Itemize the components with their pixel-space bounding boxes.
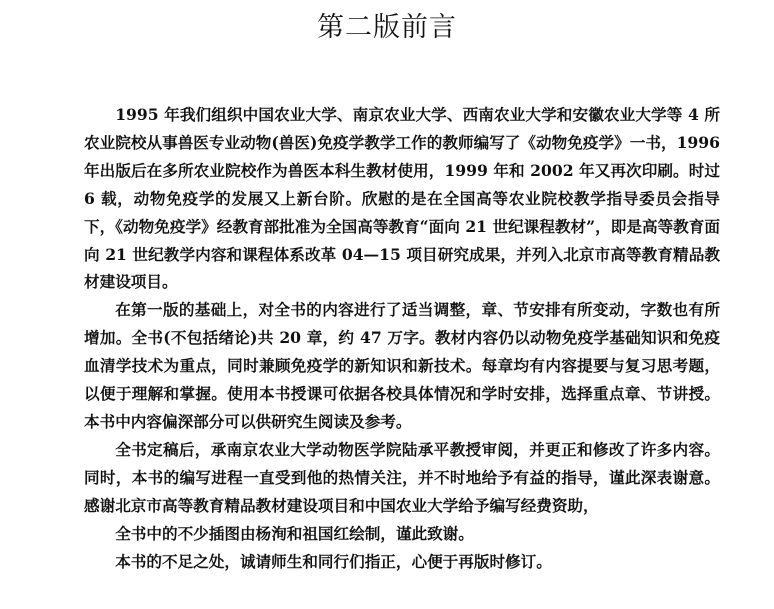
paragraph-history: 1995 年我们组织中国农业大学、南京农业大学、西南农业大学和安徽农业大学等 4 所农业院校从事兽医专业动物(兽医)免疫学教学工作的教师编写了《动物免疫学》一书，1996 年出版后在多所农业院校作为兽医本科生教材使用，1999 年和 2002 年又再次印刷。时过 6 载，动物免疫学的发展又上新台阶。欣慰的是在全国高等农业院校教学指导委员会指导下，《动物免疫学》经教育部批准为全国高等教育“面向 21 世纪课程教材”，即是高等教育面向 21 世纪教学内容和课程体系改革 04—15 项目研究成果，并列入北京市高等教育精品教材建设项目。 [84, 105, 720, 292]
paragraph-closing: 本书的不足之处，诚请师生和同行们指正，心便于再版时修订。 [115, 551, 552, 571]
preface-body [84, 101, 720, 575]
paragraph-acknowledgment-review: 全书定稿后，承南京农业大学动物医学院陆承平教授审阅，并更正和修改了许多内容。同时，本书的编写进程一直受到他的热情关注，并不时地给予有益的指导，谨此深表谢意。感谢北京市高等教育精品教材建设项目和中国农业大学给予编写经费资助， [84, 439, 720, 515]
paragraph-revisions: 在第一版的基础上，对全书的内容进行了适当调整，章、节安排有所变动，字数也有所增加。全书(不包括绪论)共 20 章，约 47 万字。教材内容仍以动物免疫学基础知识和免疫血清学技术为重点，同时兼顾免疫学的新知识和新技术。每章均有内容提要与复习思考题，以便于理解和掌握。使用本书授课可依据各校具体情况和学时安排，选择重点章、节讲授。本书中内容偏深部分可以供研究生阅读及参考。 [84, 300, 720, 431]
page-title: 第二版前言 [317, 12, 457, 43]
paragraph-acknowledgment-illustrations: 全书中的不少插图由杨洵和祖国红绘制，谨此致谢。 [115, 523, 474, 543]
